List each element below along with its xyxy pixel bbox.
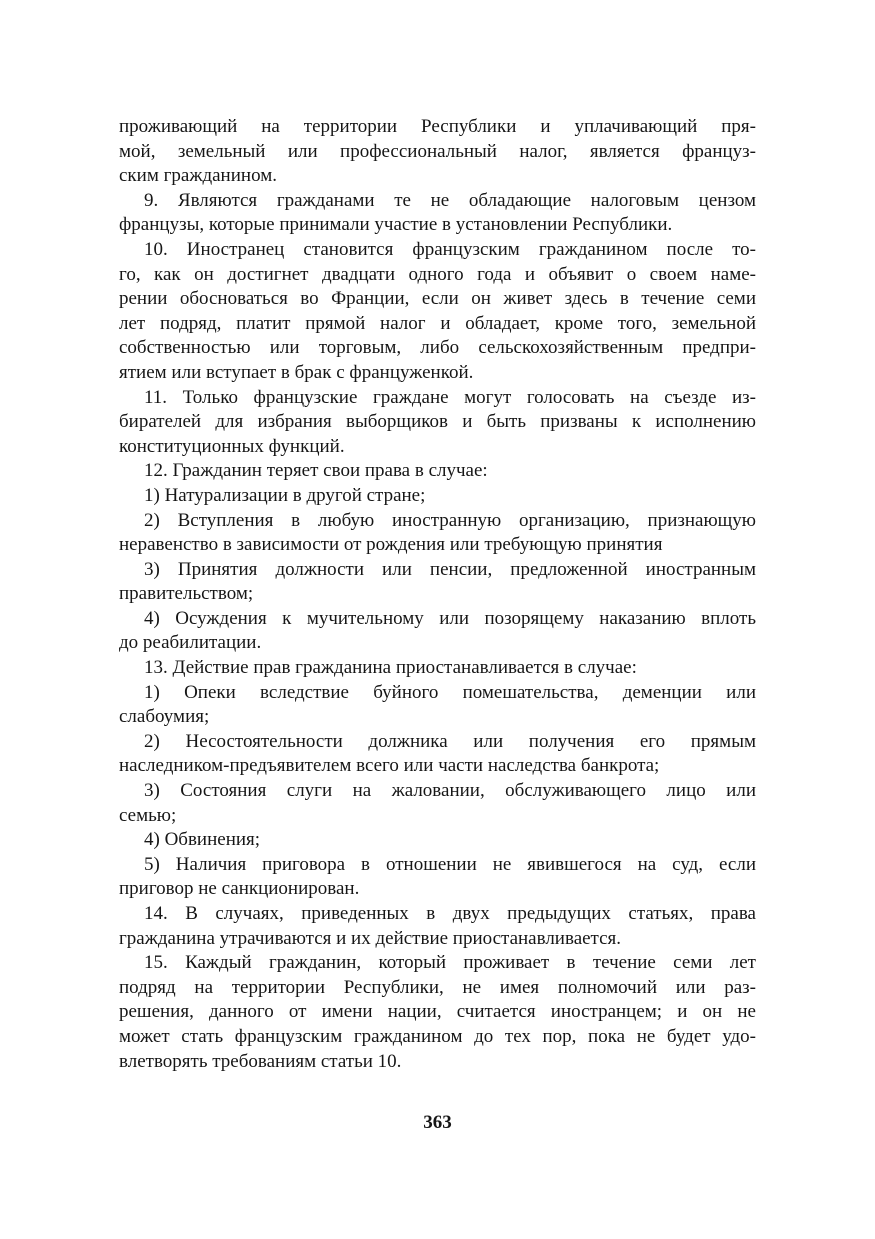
text-line: 13. Действие прав гражданина приостанавливается в случае: bbox=[144, 657, 637, 679]
text-line: французы, которые принимали участие в установлении Республики. bbox=[119, 214, 673, 236]
text-line: бирателей для избрания выборщиков и быть призваны к исполнению bbox=[119, 411, 756, 433]
text-line: 10. Иностранец становится французским гражданином после то- bbox=[144, 238, 756, 260]
text-line: 2) Несостоятельности должника или получения его прямым bbox=[144, 730, 756, 752]
page-number: 363 bbox=[423, 1112, 452, 1133]
text-line: 9. Являются гражданами те не обладающие налоговым цензом bbox=[144, 189, 756, 211]
text-line: правительством; bbox=[119, 583, 254, 605]
text-line: гражданина утрачиваются и их действие приостанавливается. bbox=[119, 927, 622, 949]
text-line: лет подряд, платит прямой налог и обладает, кроме того, земельной bbox=[119, 312, 756, 334]
text-line: ским гражданином. bbox=[119, 165, 277, 187]
text-line: 5) Наличия приговора в отношении не явившегося на суд, если bbox=[144, 853, 756, 875]
text-line: семью; bbox=[119, 804, 177, 826]
text-line: конституционных функций. bbox=[119, 435, 345, 457]
text-line: го, как он достигнет двадцати одного года и объявит о своем наме- bbox=[119, 263, 756, 285]
text-line: 1) Натурализации в другой стране; bbox=[144, 484, 426, 506]
text-line: рении обосноваться во Франции, если он живет здесь в течение семи bbox=[119, 288, 756, 310]
text-line: 3) Состояния слуги на жаловании, обслуживающего лицо или bbox=[144, 780, 756, 802]
text-line: мой, земельный или профессиональный налог, является француз- bbox=[119, 140, 756, 162]
text-line: наследником-предъявителем всего или части наследства банкрота; bbox=[119, 755, 660, 777]
text-line: 1) Опеки вследствие буйного помешательства, деменции или bbox=[144, 681, 756, 703]
text-line: 2) Вступления в любую иностранную организацию, признающую bbox=[144, 509, 756, 531]
text-line: подряд на территории Республики, не имея полномочий или раз- bbox=[119, 976, 756, 998]
text-line: 12. Гражданин теряет свои права в случае: bbox=[144, 460, 488, 482]
text-line: решения, данного от имени нации, считается иностранцем; и он не bbox=[119, 1001, 756, 1023]
text-line: 11. Только французские граждане могут голосовать на съезде из- bbox=[144, 386, 756, 408]
text-line: может стать французским гражданином до тех пор, пока не будет удо- bbox=[119, 1025, 756, 1047]
text-line: ятием или вступает в брак с француженкой. bbox=[119, 361, 474, 383]
text-line: влетворять требованиям статьи 10. bbox=[119, 1050, 402, 1072]
text-line: собственностью или торговым, либо сельскохозяйственным предпри- bbox=[119, 337, 756, 359]
text-line: 4) Осуждения к мучительному или позорящему наказанию вплоть bbox=[144, 607, 756, 629]
text-line: 3) Принятия должности или пенсии, предложенной иностранным bbox=[144, 558, 756, 580]
text-line: приговор не санкционирован. bbox=[119, 878, 360, 900]
text-line: до реабилитации. bbox=[119, 632, 262, 654]
text-line: 4) Обвинения; bbox=[144, 829, 261, 851]
body-text bbox=[119, 115, 756, 1074]
text-line: неравенство в зависимости от рождения или требующую принятия bbox=[119, 534, 663, 556]
text-line: 15. Каждый гражданин, который проживает в течение семи лет bbox=[144, 952, 756, 974]
text-line: 14. В случаях, приведенных в двух предыдущих статьях, права bbox=[144, 903, 756, 924]
text-line: проживающий на территории Республики и уплачивающий пря- bbox=[119, 116, 756, 137]
text-line: слабоумия; bbox=[119, 706, 210, 728]
